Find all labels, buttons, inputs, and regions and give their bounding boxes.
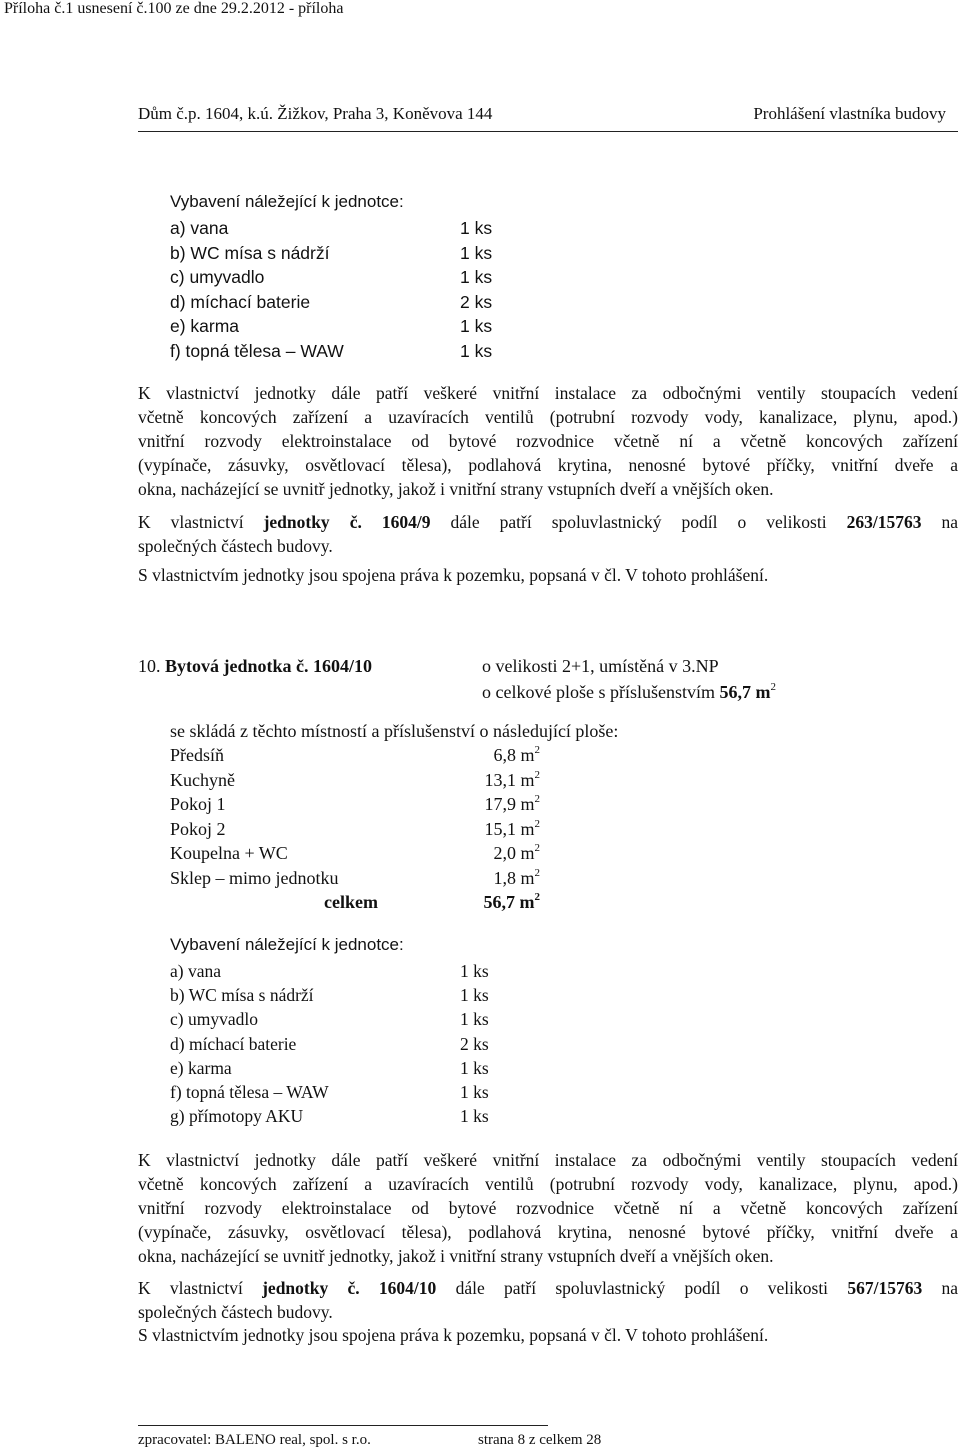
- room-row: [170, 868, 540, 892]
- equipment-quantity: 1 ks: [460, 267, 493, 287]
- share-suffix: na: [922, 1278, 958, 1298]
- equipment-name: e) karma: [170, 316, 240, 336]
- equipment-quantity: 1 ks: [460, 1082, 489, 1102]
- equipment-quantity: 1 ks: [460, 218, 493, 238]
- equipment-row: [170, 341, 530, 365]
- equipment-row: [170, 961, 530, 985]
- room-name: Pokoj 1: [170, 794, 226, 814]
- equipment-quantity: 1 ks: [460, 242, 493, 263]
- share-line: [138, 510, 958, 534]
- share-mid: dále patří spoluvlastnický podíl o velikosti: [430, 512, 847, 532]
- room-row: [170, 843, 540, 867]
- header-doc-title: Prohlášení vlastníka budovy: [753, 104, 946, 123]
- paragraph-line: okna, nacházející se uvnitř jednotky, jakož i vnitřní strany vstupních dveří a vnějších oken.: [138, 1246, 774, 1266]
- land-rights-sentence: S vlastnictvím jednotky jsou spojena práva k pozemku, popsaná v čl. V tohoto prohlášení.: [138, 565, 769, 585]
- paragraph-line: vnitřní rozvody elektroinstalace od bytové rozvodnice včetně ní a včetně koncových zařízení: [138, 431, 958, 451]
- equipment-row: [170, 218, 530, 242]
- share-mid: dále patří spoluvlastnický podíl o velikosti: [436, 1278, 848, 1298]
- equipment-name: b) WC mísa s nádrží: [170, 985, 314, 1006]
- room-name: Kuchyně: [170, 769, 235, 790]
- footer-rule: [138, 1425, 548, 1426]
- share-value: 263/15763: [846, 512, 922, 532]
- header-address: Dům č.p. 1604, k.ú. Žižkov, Praha 3, Koněvova 144: [138, 104, 493, 123]
- unit-size: o velikosti 2+1, umístěná v 3.NP: [482, 656, 719, 676]
- equipment-row: [170, 316, 530, 340]
- ownership-paragraph: [138, 381, 958, 501]
- area-sup: 2: [770, 681, 776, 693]
- paragraph-line: (vypínače, zásuvky, osvětlovací tělesa), podlahová krytina, nenosné bytové příčky, vnitřní dveře a: [138, 455, 958, 475]
- total-value: 56,7 $m^2$: [483, 891, 540, 912]
- equipment-row: [170, 1058, 530, 1082]
- paragraph-line: K vlastnictví jednotky dále patří veškeré vnitřní instalace za odbočnými ventily stoupacích vedení: [138, 383, 958, 403]
- equipment-quantity: 1 ks: [460, 1057, 489, 1078]
- paragraph-line: K vlastnictví jednotky dále patří veškeré vnitřní instalace za odbočnými ventily stoupacích vedení: [138, 1150, 958, 1170]
- unit-title: Bytová jednotka č. 1604/10: [165, 656, 372, 676]
- equipment-name: g) přímotopy AKU: [170, 1106, 304, 1127]
- equipment-row: [170, 267, 530, 291]
- room-name: Pokoj 2: [170, 818, 226, 839]
- footer-processor: zpracovatel: BALENO real, spol. s r.o.: [138, 1432, 371, 1448]
- room-area: 6,8 $m^2$: [493, 744, 540, 765]
- equipment-name: d) míchací baterie: [170, 291, 311, 312]
- room-name: Koupelna + WC: [170, 843, 288, 863]
- share-suffix: na: [921, 512, 958, 532]
- footer-page-number: strana 8 z celkem 28: [478, 1432, 602, 1448]
- room-row: [170, 770, 540, 794]
- area-prefix: o celkové ploše s příslušenstvím: [482, 682, 720, 702]
- room-area: 13,1 $m^2$: [484, 768, 540, 790]
- equipment-quantity: 1 ks: [460, 316, 493, 336]
- rooms-intro: se skládá z těchto místností a příslušenství o následující ploše:: [170, 721, 619, 741]
- equipment-quantity: 2 ks: [460, 291, 493, 312]
- equipment-row: [170, 1106, 530, 1130]
- unit-heading: [138, 656, 372, 677]
- equipment-quantity: 1 ks: [460, 340, 493, 361]
- paragraph-line: včetně koncových zařízení a uzavíracích ventilů (potrubní rozvody vody, kanalizace, plynu, apod.): [138, 1174, 958, 1194]
- equipment-quantity: 1 ks: [460, 961, 489, 981]
- share-line-2: společných částech budovy.: [138, 1302, 333, 1322]
- share-prefix: K vlastnictví: [138, 512, 264, 532]
- equipment-quantity: 1 ks: [460, 985, 489, 1006]
- paragraph-line: vnitřní rozvody elektroinstalace od bytové rozvodnice včetně ní a včetně koncových zařízení: [138, 1198, 958, 1218]
- share-line: [138, 1276, 958, 1300]
- equipment-row: [170, 1009, 530, 1033]
- share-value: 567/15763: [847, 1278, 923, 1298]
- equipment-row: [170, 1082, 530, 1106]
- share-line-2: společných částech budovy.: [138, 536, 333, 556]
- equipment-quantity: 1 ks: [460, 1106, 489, 1127]
- equipment-row: [170, 243, 530, 267]
- share-unit: jednotky č. 1604/10: [262, 1278, 437, 1298]
- share-prefix: K vlastnictví: [138, 1278, 263, 1298]
- room-row: [170, 745, 540, 769]
- total-label: celkem: [324, 892, 378, 912]
- equipment-title: Vybavení náležející k jednotce:: [170, 935, 404, 954]
- unit-number: 10.: [138, 656, 161, 676]
- room-area: 1,8 $m^2$: [493, 866, 540, 888]
- rooms-total-row: [170, 892, 540, 916]
- equipment-name: c) umyvadlo: [170, 1009, 258, 1030]
- equipment-name: f) topná tělesa – WAW: [170, 340, 344, 361]
- paragraph-line: okna, nacházející se uvnitř jednotky, jakož i vnitřní strany vstupních dveří a vnějších oken.: [138, 479, 774, 499]
- equipment-row: [170, 985, 530, 1009]
- share-unit: jednotky č. 1604/9: [263, 512, 431, 532]
- header-rule: [138, 131, 958, 132]
- share-paragraph: [138, 1276, 958, 1324]
- equipment-name: b) WC mísa s nádrží: [170, 242, 330, 263]
- equipment-quantity: 1 ks: [460, 1009, 489, 1030]
- equipment-title: Vybavení náležející k jednotce:: [170, 192, 404, 211]
- room-row: [170, 794, 540, 818]
- room-area: 2,0 $m^2$: [493, 842, 540, 863]
- ownership-paragraph: [138, 1148, 958, 1268]
- paragraph-line: včetně koncových zařízení a uzavíracích ventilů (potrubní rozvody vody, kanalizace, plynu, apod.): [138, 407, 958, 427]
- equipment-name: a) vana: [170, 218, 229, 238]
- equipment-name: f) topná tělesa – WAW: [170, 1082, 329, 1102]
- equipment-name: e) karma: [170, 1057, 232, 1078]
- attachment-note: Příloha č.1 usnesení č.100 ze dne 29.2.2012 - příloha: [4, 0, 344, 17]
- equipment-row: [170, 1034, 530, 1058]
- equipment-row: [170, 292, 530, 316]
- room-area: 17,9 $m^2$: [484, 793, 540, 814]
- land-rights-sentence: S vlastnictvím jednotky jsou spojena práva k pozemku, popsaná v čl. V tohoto prohlášení.: [138, 1325, 769, 1345]
- equipment-quantity: 2 ks: [460, 1033, 489, 1054]
- share-paragraph: [138, 510, 958, 558]
- room-name: Sklep – mimo jednotku: [170, 867, 339, 888]
- area-value: 56,7 m: [719, 682, 771, 702]
- room-area: 15,1 $m^2$: [484, 817, 540, 839]
- equipment-name: a) vana: [170, 961, 222, 981]
- equipment-name: d) míchací baterie: [170, 1033, 297, 1054]
- unit-total-area: [482, 682, 776, 703]
- equipment-name: c) umyvadlo: [170, 267, 265, 287]
- room-name: Předsíň: [170, 745, 224, 765]
- room-row: [170, 819, 540, 843]
- paragraph-line: (vypínače, zásuvky, osvětlovací tělesa), podlahová krytina, nenosné bytové příčky, vnitřní dveře a: [138, 1222, 958, 1242]
